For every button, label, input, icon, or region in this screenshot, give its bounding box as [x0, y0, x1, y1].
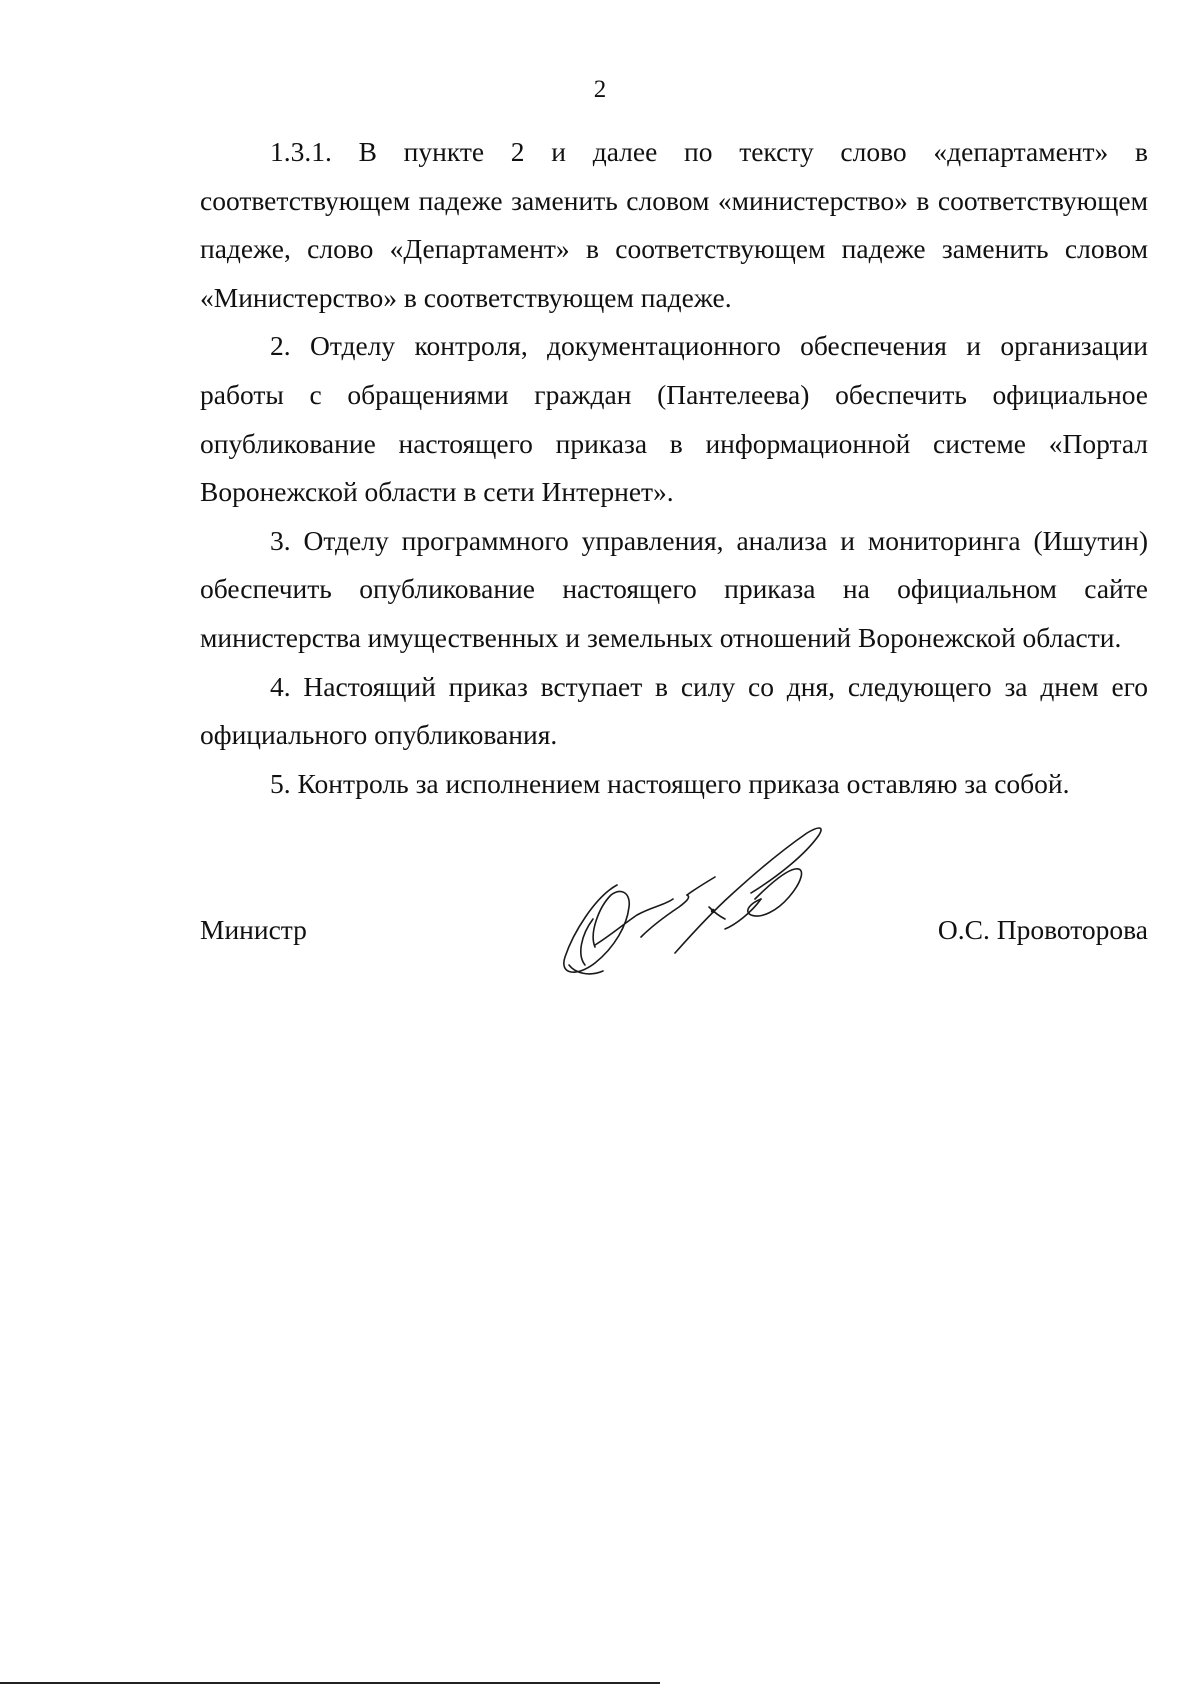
paragraph-2: 2. Отделу контроля, документационного обеспечения и организации работы с обращениями граждан (Пантелеева) обеспечить официальное опубликование настоящего приказа в информационной системе «Портал Воронежской области в сети Интернет». — [200, 330, 1148, 508]
bottom-divider — [0, 1682, 660, 1684]
paragraph-1-3-1: 1.3.1. В пункте 2 и далее по тексту слово «департамент» в соответствующем падеже заменить словом «министерство» в соответствующем падеже, слово «Департамент» в соответствующем падеже заменить словом «Министерство» в соответствующем падеже. — [200, 136, 1148, 313]
document-body — [200, 128, 1148, 808]
signer-name: О.С. Провоторова — [937, 914, 1148, 945]
paragraph-4: 4. Настоящий приказ вступает в силу со дня, следующего за днем его официального опубликования. — [200, 670, 1148, 751]
paragraph-3: 3. Отделу программного управления, анализа и мониторинга (Ишутин) обеспечить опубликование настоящего приказа на официальном сайте министерства имущественных и земельных отношений Воронежской области. — [200, 524, 1148, 653]
paragraph-5: 5. Контроль за исполнением настоящего приказа оставляю за собой. — [270, 767, 1070, 799]
page-number: 2 — [593, 76, 607, 103]
handwritten-signature — [555, 815, 865, 980]
signer-position: Министр — [200, 914, 307, 945]
